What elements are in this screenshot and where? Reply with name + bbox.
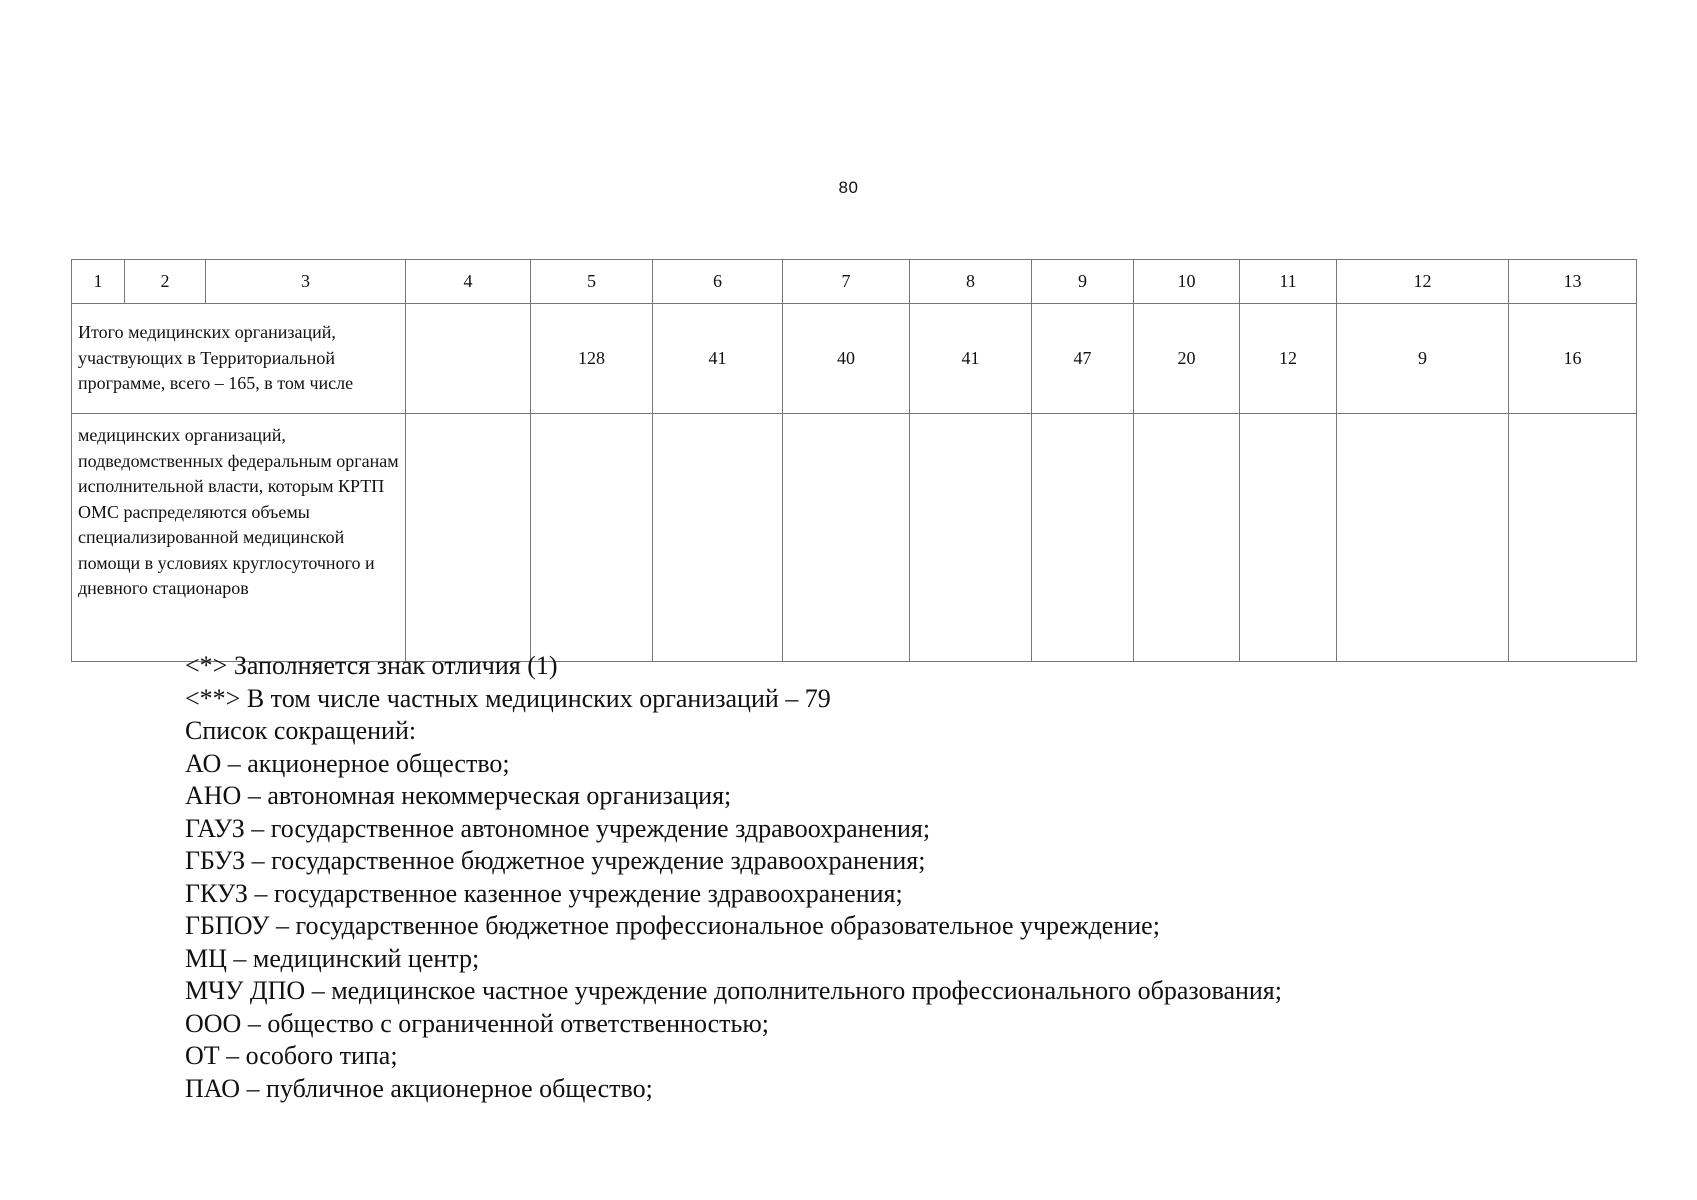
table-cell: 41 (653, 304, 783, 414)
table-cell (406, 414, 531, 662)
total-row (72, 304, 1637, 414)
column-header: 4 (406, 260, 531, 304)
abbreviation-item: ГБПОУ – государственное бюджетное профессиональное образовательное учреждение; (185, 911, 1160, 940)
table-cell: 9 (1337, 304, 1509, 414)
abbreviation-item: ГКУЗ – государственное казенное учреждение здравоохранения; (185, 878, 903, 908)
column-header: 6 (653, 260, 783, 304)
table-cell (1337, 414, 1509, 662)
table-cell (783, 414, 910, 662)
column-header: 10 (1134, 260, 1240, 304)
column-header: 9 (1032, 260, 1134, 304)
table-cell (653, 414, 783, 662)
abbreviation-item: ОТ – особого типа; (185, 1041, 398, 1070)
table-cell: 128 (531, 304, 653, 414)
column-header: 8 (910, 260, 1032, 304)
federal-organizations-label: медицинских организаций, подведомственных федеральным органам исполнительной власти, которым КРТП ОМС распределяются объемы специализированной медицинской помощи в условиях круглосуточного и дневного стационаров (72, 414, 406, 662)
table-cell (910, 414, 1032, 662)
column-header-row (72, 260, 1637, 304)
column-header: 11 (1240, 260, 1337, 304)
table-cell: 20 (1134, 304, 1240, 414)
abbreviation-item: МЦ – медицинский центр; (185, 943, 480, 973)
table-cell (406, 304, 531, 414)
table-cell: 16 (1509, 304, 1637, 414)
abbreviation-item: ГАУЗ – государственное автономное учреждение здравоохранения; (185, 813, 931, 843)
table-cell (1134, 414, 1240, 662)
table-cell (1032, 414, 1134, 662)
table-cell: 47 (1032, 304, 1134, 414)
column-header: 1 (72, 260, 125, 304)
abbreviation-item: АНО – автономная некоммерческая организация; (185, 781, 732, 810)
table-cell (1509, 414, 1637, 662)
total-row-label: Итого медицинских организаций, участвующих в Территориальной программе, всего – 165, в том числе (72, 304, 406, 414)
page-number: 80 (838, 178, 859, 197)
column-header: 7 (783, 260, 910, 304)
organizations-table (71, 259, 1637, 662)
column-header: 12 (1337, 260, 1509, 304)
table-cell (1240, 414, 1337, 662)
table-cell (531, 414, 653, 662)
abbreviation-item: МЧУ ДПО – медицинское частное учреждение дополнительного профессионального образования; (185, 976, 1282, 1005)
column-header: 2 (125, 260, 206, 304)
table-cell: 41 (910, 304, 1032, 414)
table-cell: 12 (1240, 304, 1337, 414)
table-cell: 40 (783, 304, 910, 414)
abbreviation-item: ГБУЗ – государственное бюджетное учреждение здравоохранения; (185, 846, 926, 875)
footnote-private-organizations: <**> В том числе частных медицинских организаций – 79 (185, 683, 831, 713)
footnotes (185, 650, 1625, 1105)
column-header: 3 (206, 260, 406, 304)
column-header: 13 (1509, 260, 1637, 304)
abbreviation-item: АО – акционерное общество; (185, 748, 510, 778)
abbreviation-item: ООО – общество с ограниченной ответственностью; (185, 1008, 770, 1038)
footnote-distinction: <*> Заполняется знак отличия (1) (185, 651, 558, 680)
federal-organizations-row (72, 414, 1637, 662)
abbreviation-item: ПАО – публичное акционерное общество; (185, 1073, 653, 1103)
column-header: 5 (531, 260, 653, 304)
abbreviations-title: Список сокращений: (185, 716, 417, 745)
